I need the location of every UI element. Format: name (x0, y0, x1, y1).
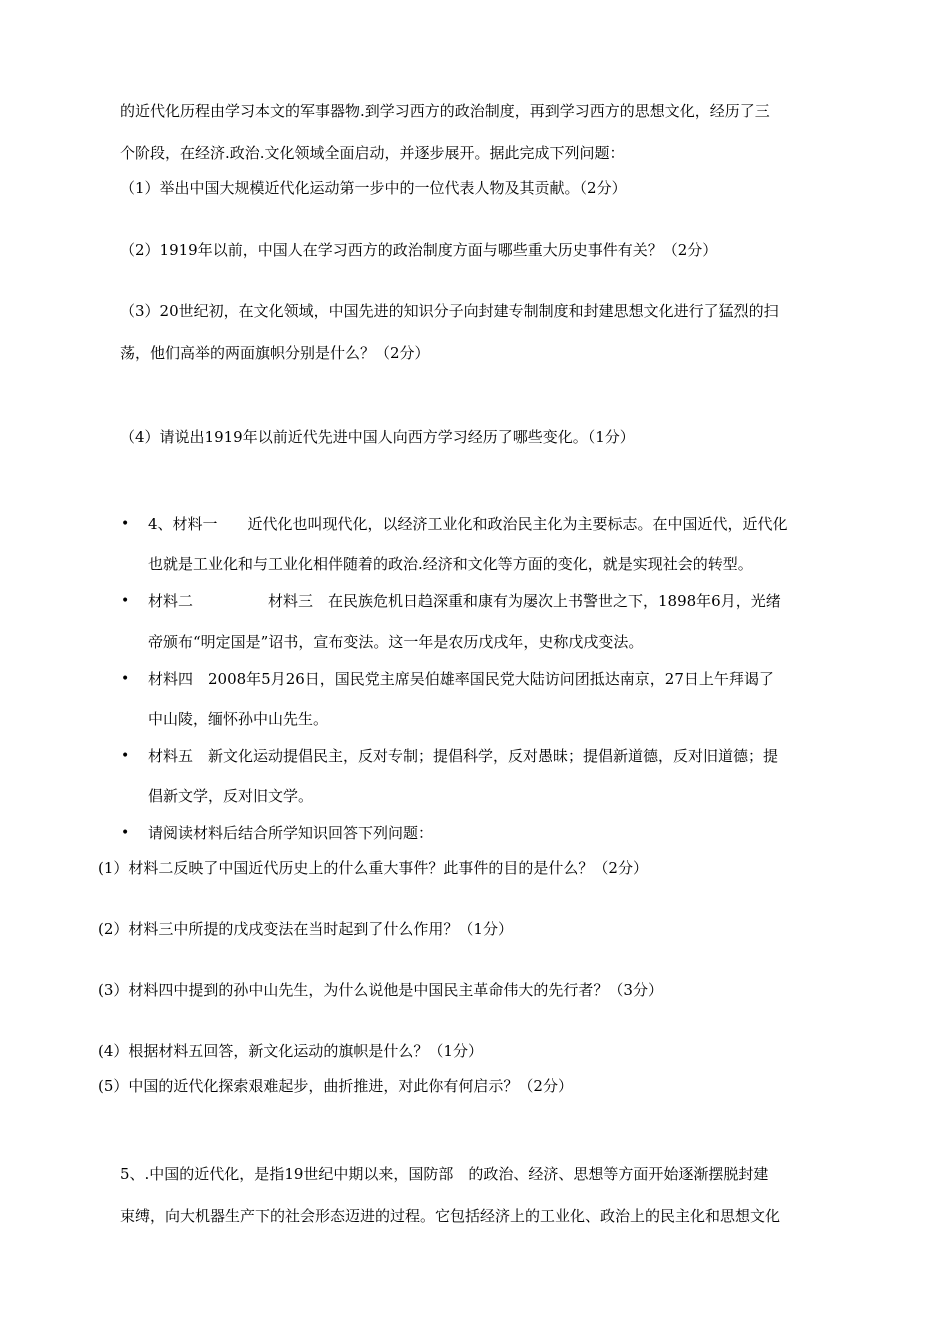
bullet-marker: • (121, 825, 130, 841)
q3-question-1: （1）举出中国大规模近代化运动第一步中的一位代表人物及其贡献。（2分） (120, 179, 627, 197)
intro-line-1: 的近代化历程由学习本文的军事器物.到学习西方的政治制度，再到学习西方的思想文化，经历了三 (120, 102, 770, 120)
q3-question-3-line-1: （3）20世纪初，在文化领域，中国先进的知识分子向封建专制制度和封建思想文化进行了猛烈的扫 (120, 302, 779, 320)
q4-question-5: (5）中国的近代化探索艰难起步，曲折推进，对此你有何启示？（2分） (98, 1077, 573, 1095)
material-1-line-2: 也就是工业化和与工业化相伴随着的政治.经济和文化等方面的变化，就是实现社会的转型。 (148, 555, 753, 573)
q3-question-2: （2）1919年以前，中国人在学习西方的政治制度方面与哪些重大历史事件有关？（2分） (120, 241, 718, 259)
bullet-marker: • (121, 748, 130, 764)
material-4-line-1: 材料四 2008年5月26日，国民党主席吴伯雄率国民党大陆访问团抵达南京，27日上午拜谒了 (148, 670, 774, 688)
q4-question-3: (3）材料四中提到的孙中山先生，为什么说他是中国民主革命伟大的先行者？（3分） (98, 981, 663, 999)
q4-question-4: (4）根据材料五回答，新文化运动的旗帜是什么？（1分） (98, 1042, 483, 1060)
q3-question-4: （4）请说出1919年以前近代先进中国人向西方学习经历了哪些变化。（1分） (120, 428, 635, 446)
material-5-line-2: 倡新文学，反对旧文学。 (148, 787, 314, 805)
q4-prompt: 请阅读材料后结合所学知识回答下列问题： (148, 824, 434, 842)
q3-question-3-line-2: 荡，他们高举的两面旗帜分别是什么？（2分） (120, 344, 430, 362)
material-4-line-2: 中山陵，缅怀孙中山先生。 (148, 710, 329, 728)
material-2-line-1: 材料二 材料三 在民族危机日趋深重和康有为屡次上书警世之下，1898年6月，光绪 (148, 592, 781, 610)
bullet-marker: • (121, 593, 130, 609)
q4-question-1: (1）材料二反映了中国近代历史上的什么重大事件？此事件的目的是什么？（2分） (98, 859, 648, 877)
material-1-line-1: 4、材料一 近代化也叫现代化，以经济工业化和政治民主化为主要标志。在中国近代，近代化 (148, 515, 788, 533)
bullet-marker: • (121, 516, 130, 532)
material-5-line-1: 材料五 新文化运动提倡民主，反对专制；提倡科学，反对愚昧；提倡新道德，反对旧道德；提 (148, 747, 779, 765)
bullet-marker: • (121, 671, 130, 687)
material-2-line-2: 帝颁布“明定国是”诏书，宣布变法。这一年是农历戊戌年，史称戊戌变法。 (148, 633, 644, 651)
q5-line-2: 束缚，向大机器生产下的社会形态迈进的过程。它包括经济上的工业化、政治上的民主化和思想文化 (120, 1207, 781, 1225)
q5-line-1: 5、.中国的近代化，是指19世纪中期以来，国防部 的政治、经济、思想等方面开始逐渐摆脱封建 (120, 1165, 769, 1183)
q4-question-2: (2）材料三中所提的戊戌变法在当时起到了什么作用？（1分） (98, 920, 513, 938)
intro-line-2: 个阶段，在经济.政治.文化领域全面启动，并逐步展开。据此完成下列问题： (120, 144, 625, 162)
